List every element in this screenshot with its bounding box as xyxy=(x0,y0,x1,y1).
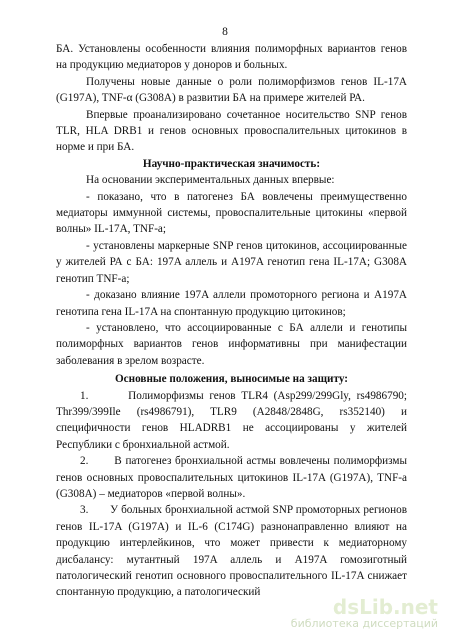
paragraph: Получены новые данные о роли полиморфизмов генов IL-17A (G197A), TNF-α (G308A) в развитии БА на примере жителей РА. xyxy=(56,75,407,105)
practical-item: - доказано влияние 197A аллели промоторного региона и A197A генотипа гена IL-17A на спонтанную продукцию цитокинов; xyxy=(56,289,407,318)
section-heading-practical: Научно-практическая значимость: xyxy=(142,157,321,170)
watermark-logo: dsLib.net xyxy=(332,595,438,619)
paragraph: Впервые проанализировано сочетанное носительство SNP генов TLR, HLA DRB1 и генов основных провоспалительных цитокинов в норме и при БА. xyxy=(56,108,407,154)
watermark xyxy=(291,597,438,630)
document-body xyxy=(56,41,407,601)
paragraph: БА. Установлены особенности влияния полиморфных вариантов генов на продукцию медиаторов у доноров и больных. xyxy=(56,43,407,72)
section-heading-defense: Основные положения, выносимые на защиту: xyxy=(114,373,349,386)
page-number: 8 xyxy=(222,26,228,38)
practical-intro: На основании экспериментальных данных впервые: xyxy=(86,174,335,187)
defense-item: 2. В патогенез бронхиальной астмы вовлечены полиморфизмы генов основных провоспалительных цитокинов IL-17A (G197A), TNF-a (G308A) – медиаторов «первой волны». xyxy=(56,455,407,500)
practical-item: - установлено, что ассоциированные с БА аллели и генотипы полиморфных вариантов генов информативны при манифестации заболевания в зрелом возрасте. xyxy=(56,321,407,367)
defense-item: 1. Полиморфизмы генов TLR4 (Asp299/299Gly, rs4986790; Thr399/399Ile (rs4986791), TLR9 (A2848/2848G, rs352140) и специфичности генов HLADRB1 не ассоциированы у жителей Республики с бронхиальной астмой. xyxy=(56,389,407,451)
defense-item: 3. У больных бронхиальной астмой SNP промоторных регионов генов IL-17A (G197A) и IL-6 (C174G) разнонаправленно влияют на продукцию интерлейкинов, что может привести к медиаторному дисбалансу: мутантный 197A аллель и A197A гомозиготный патологический генотип основного провоспалительного IL-17A снижает спонтанную продукцию, а патологический xyxy=(56,504,407,599)
practical-item: - показано, что в патогенез БА вовлечены преимущественно медиаторы иммунной системы, провоспалительные цитокины «первой волны» IL-17A, TNF-a; xyxy=(56,190,407,236)
watermark-subtitle: библиотека диссертаций xyxy=(290,617,438,630)
practical-item: - установлены маркерные SNP генов цитокинов, ассоциированные у жителей РА с БА: 197A аллель и A197A генотип гена IL-17A; G308A генотип TNF-a; xyxy=(56,239,407,285)
